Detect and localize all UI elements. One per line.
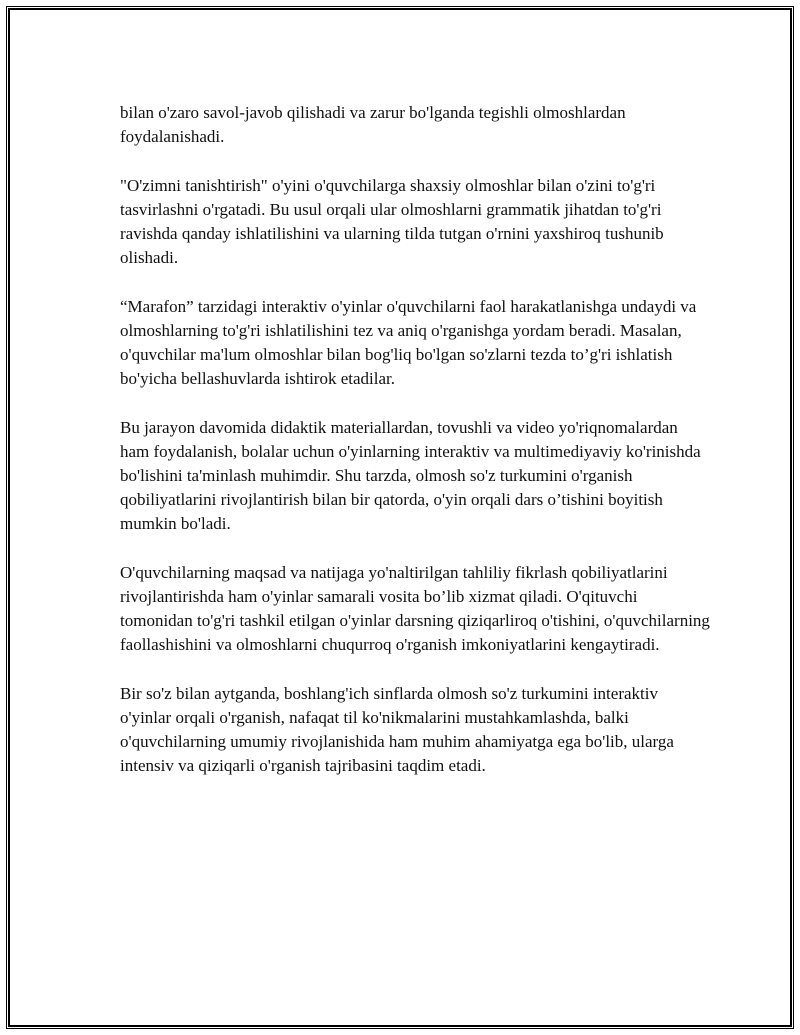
paragraph-2: "O'zimni tanishtirish" o'yini o'quvchilarga shaxsiy olmoshlar bilan o'zini to'g'ri tasvirlashni o'rgatadi. Bu usul orqali ular olmoshlarni grammatik jihatdan to'g'ri ravishda qanday ishlatilishini va ularning tilda tutgan o'rnini yaxshiroq tushunib olishadi.	[120, 175, 664, 268]
paragraph-3: “Marafon” tarzidagi interaktiv o'yinlar o'quvchilarni faol harakatlanishga undaydi va olmoshlarning to'g'ri ishlatilishini tez va aniq o'rganishga yordam beradi. Masalan, o'quvchilar ma'lum olmoshlar bilan bog'liq bo'lgan so'zlarni tezda to’g'ri ishlatish bo'yicha bellashuvlarda ishtirok etadilar.	[120, 296, 697, 389]
paragraph-4: Bu jarayon davomida didaktik materiallardan, tovushli va video yo'riqnomalardan ham foydalanish, bolalar uchun o'yinlarning interaktiv va multimediyaviy ko'rinishda bo'lishini ta'minlash muhimdir. Shu tarzda, olmosh so'z turkumini o'rganish qobiliyatlarini rivojlantirish bilan bir qatorda, o'yin orqali dars o’tishini boyitish mumkin bo'ladi.	[120, 417, 701, 534]
paragraph-6: Bir so'z bilan aytganda, boshlang'ich sinflarda olmosh so'z turkumini interaktiv o'yinlar orqali o'rganish, nafaqat til ko'nikmalarini mustahkamlashda, balki o'quvchilarning umumiy rivojlanishida ham muhim ahamiyatga ega bo'lib, ularga intensiv va qiziqarli o'rganish tajribasini taqdim etadi.	[120, 683, 674, 776]
page-border	[6, 6, 794, 1029]
document-body	[120, 101, 710, 803]
paragraph-1: bilan o'zaro savol-javob qilishadi va zarur bo'lganda tegishli olmoshlardan foydalanishadi.	[120, 103, 626, 147]
paragraph-5: O'quvchilarning maqsad va natijaga yo'naltirilgan tahliliy fikrlash qobiliyatlarini rivojlantirishda ham o'yinlar samarali vosita bo’lib xizmat qiladi. O'qituvchi tomonidan to'g'ri tashkil etilgan o'yinlar darsning qiziqarliroq o'tishini, o'quvchilarning faollashishini va olmoshlarni chuqurroq o'rganish imkoniyatlarini kengaytiradi.	[120, 562, 710, 655]
